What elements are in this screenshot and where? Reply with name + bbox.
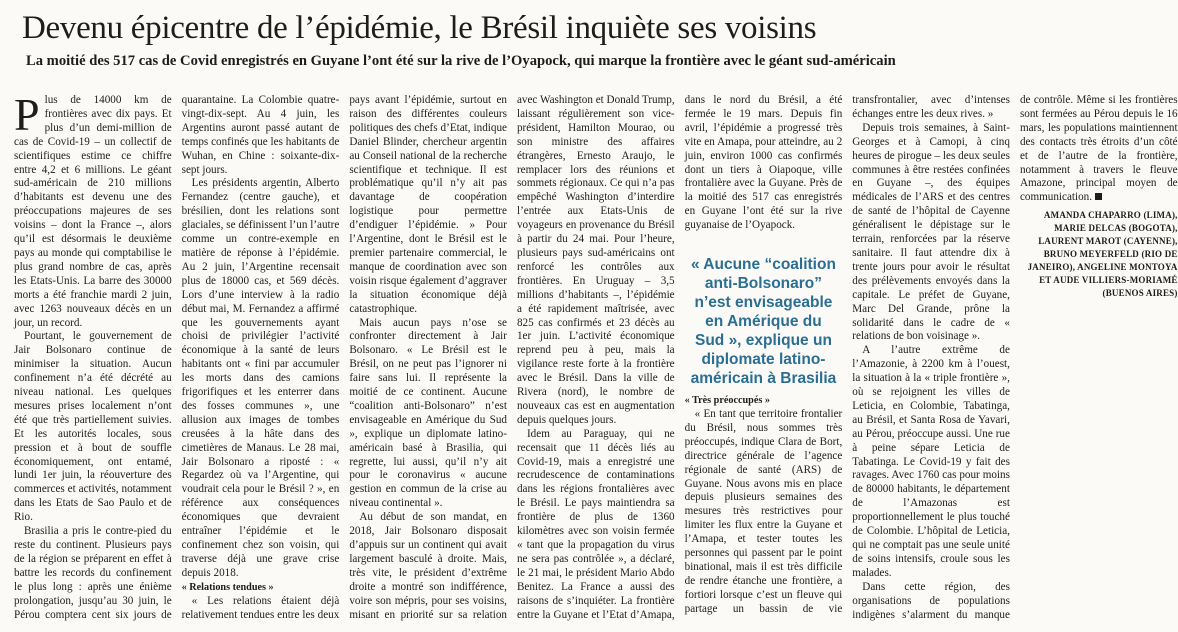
credit-line: LAURENT MAROT (CAYENNE),	[1038, 236, 1178, 247]
paragraph: « En tant que territoire frontalier du Brésil, nous sommes très préoccupés, indique Clara de Bort, directrice générale de l’agence régionale de santé (ARS) de Guyane. Nous avons mis en place depuis plusieurs semaines des mesures très restrictives pour limiter les flux entre la Guyane et l’Amapa, et tester toutes les personnes qui passent par le point binational, mais il est très difficile de rendre étanche une frontière, a fortiori lorsque c’est un fleuve qui partage un bassin de vie transfrontalier, avec d’intenses échanges entre les deux rives. »	[684, 94, 1010, 615]
credit-line: MARIE DELCAS (BOGOTA),	[1054, 223, 1178, 234]
subhead: « Très préoccupés »	[684, 395, 770, 407]
paragraph: Idem au Paraguay, qui ne recensait que 11 décès liés au Covid-19, mais a enregistré une recrudescence de contaminations dans les régions frontalières avec le Brésil. Le pays maintiendra sa frontière de plus de 1360 kilomètres avec son voisin fermée « tant que la propagation du virus ne sera pas contrôlée », a déclaré, le 21 mai, le président Mario Abdo Benitez. La France a aussi des raisons de s’inquiéter. La frontière entre la Guyane et l’Etat d’Amapa, dans le nord du Brésil, a été fermée le 19 mars. Depuis fin avril, l’épidémie a progressé très vite en Amapa, pour atteindre, au 2 juin, environ 1000 cas confirmés dont un tiers à Oiapoque, ville frontalière avec la Guyane. Près de la moitié des 517 cas enregistrés en Guyane l’ont été sur la rive guyanaise de l’Oyapock.	[516, 94, 843, 621]
paragraph: Brasilia a pris le contre-pied du reste du continent. Plusieurs pays de la région se préparent en effet à battre les records du confinement le plus long : après une énième prolongation, jusqu’au 30 juin, le Pérou comptera cent six jours de quarantaine. La Colombie quatre-vingt-dix-sept. Au 4 juin, les Argentins auront passé autant de temps confinés que les habitants de Wuhan, en Chine : soixante-dix-sept jours.	[14, 94, 340, 621]
paragraph: Dans cette région, des organisations de populations indigènes s’alarment du manque de contrôle. Même si les frontières sont fermées au Pérou depuis le 16 mars, les populations maintiennent des contacts très étroits d’un côté et de l’autre de la frontière, notamment à travers le fleuve Amazone, principal moyen de communication.	[852, 94, 1178, 621]
paragraph: Les présidents argentin, Alberto Fernandez (centre gauche), et brésilien, dont les relations sont glaciales, se définissent l’un l’autre comme un contre-exemple en matière de réponse à l’épidémie. Au 2 juin, l’Argentine recensait plus de 18000 cas, et 569 décès. Lors d’une interview à la radio début mai, M. Fernandez a affirmé que les gouvernements ayant choisi de privilégier l’activité économique à la santé de leurs habitants ont « fini par accumuler les morts dans des camions frigorifiques et les enterrer dans des fosses communes », une allusion aux images de tombes creusées à la hâte dans des cimetières de Manaus. Le 28 mai, Jair Bolsonaro a riposté : « Regardez où va l’Argentine, qui voudrait cela pour le Brésil ? », en référence aux conséquences économiques que devraient entraîner l’épidémie et le confinement chez son voisin, qui traverse déjà une grave crise depuis 2018.	[181, 177, 340, 579]
paragraph: Pourtant, le gouvernement de Jair Bolsonaro continue de minimiser la situation. Aucun confinement n’a été décrété au niveau national. Les quelques mesures prises localement n’ont été que très partiellement suivies. Et les autorités locales, sous pression et à bout de souffle économiquement, ont entamé, lundi 1er juin, la réouverture des commerces et activités, notamment dans les Etats de Sao Paulo et de Rio.	[14, 330, 172, 524]
deck: La moitié des 517 cas de Covid enregistrés en Guyane l’ont été sur la rive de l’Oyapock, qui marque la frontière avec le géant sud-américain	[26, 53, 896, 69]
subhead: « Relations tendues »	[181, 581, 274, 593]
paragraph: Mais aucun pays n’ose se confronter directement à Jair Bolsonaro. « Le Brésil est le Brésil, on ne peut pas l’ignorer ni faire sans lui. Il représente la moitié de ce continent. Aucune “coalition anti-Bolsonaro” n’est envisageable en Amérique du Sud », explique un diplomate latino-américain basé à Brasilia, qui regrette, lui aussi, qu’il n’y ait pour le coronavirus « aucune gestion en commun de la crise au niveau continental ».	[349, 316, 507, 510]
pull-quote: « Aucune “coalition anti-Bolsonaro” n’est envisageable en Amérique du Sud », explique un diplomate latino-américain à Brasilia	[690, 256, 837, 388]
credit-line: ET AUDE VILLIERS-MORIAMÉ (BUENOS AIRES)	[1039, 275, 1178, 299]
credit-line: AMANDA CHAPARRO (LIMA),	[1043, 210, 1178, 221]
end-bullet-icon	[1095, 193, 1102, 200]
headline: Devenu épicentre de l’épidémie, le Brésil inquiète ses voisins	[22, 10, 817, 46]
article-body	[14, 89, 1178, 626]
credit-line: BRUNO MEYERFELD (RIO DE JANEIRO), ANGELINE MONTOYA	[1027, 249, 1178, 273]
paragraph: Depuis trois semaines, à Saint-Georges et à Camopi, à cinq heures de pirogue – les deux seules communes à être restées confinées en Guyane –, des équipes médicales de l’ARS et des centres de santé de l’hôpital de Cayenne généralisent le dépistage sur le terrain, renforcées par la réserve sanitaire. Il faut attendre dix à trente jours pour avoir le résultat des prélèvements envoyés dans la capitale. Le préfet de Guyane, Marc Del Grande, prône la solidarité dans le cadre de « relations de bon voisinage ».	[852, 121, 1010, 343]
paragraph: Plus de 14000 km de frontières avec dix pays. Et plus d’un demi-million de cas de Covid-19 – un collectif de scientifiques estime ce chiffre entre 4,2 et 6 millions. Le géant sud-américain de 210 millions d’habitants est devenu une des préoccupations majeures de ses voisins – dont la France –, alors qu’il est désormais le deuxième pays au monde qui comptabilise le plus grand nombre de cas, après les Etats-Unis. La barre des 30000 morts a été franchie mardi 2 juin, avec 1263 nouveaux décès en un jour, un record.	[14, 89, 172, 329]
byline-credits	[1020, 209, 1178, 300]
paragraph: A l’autre extrême de l’Amazonie, à 2200 km à l’ouest, la situation à la « triple frontière », où se rejoignent les villes de Leticia, en Colombie, Tabatinga, au Brésil, et Santa Rosa de Yavari, au Pérou, préoccupe aussi. Une rue à peine sépare Leticia de Tabatinga. Le Covid-19 y fait des ravages. Avec 1760 cas pour moins de 80000 habitants, le département de l’Amazonas est proportionnellement le plus touché de Colombie. L’hôpital de Leticia, qui ne comptait pas une seule unité de soins intensifs, croule sous les malades.	[852, 344, 1010, 579]
drop-cap: P	[14, 89, 40, 140]
paragraph: Au début de son mandat, en 2018, Jair Bolsonaro disposait d’appuis sur un continent qui avait largement basculé à droite. Mais, très vite, le président d’extrême droite a montré son indifférence, voire son mépris, pour ses voisins, misant en priorité sur sa relation avec Washington et Donald Trump, laissant régulièrement son vice-président, Hamilton Mourao, ou son ministre des affaires étrangères, Ernesto Araujo, le remplacer lors des réunions et sommets régionaux. Ce qui n’a pas empêché Washington d’interdire l’entrée aux Etats-Unis de voyageurs en provenance du Brésil à partir du 24 mai. Pour l’heure, plusieurs pays sud-américains ont renforcé les contrôles aux frontières. En Uruguay – 3,5 millions d’habitants –, l’épidémie a été rapidement maîtrisée, avec 825 cas confirmés et 23 décès au 1er juin. L’activité économique reprend peu à peu, mais la vigilance reste forte à la frontière avec le Brésil. Dans la ville de Rivera (nord), le nombre de nouveaux cas est en augmentation depuis quelques jours.	[349, 94, 675, 621]
paragraph: « Les relations étaient déjà relativement tendues entre les deux pays avant l’épidémie, surtout en raison des différentes couleurs politiques des chefs d’Etat, indique Daniel Blinder, chercheur argentin au Conseil national de la recherche scientifique et technique. Il est problématique qu’il n’y ait pas davantage de coopération logistique pour permettre d’endiguer l’épidémie. » Pour l’Argentine, dont le Brésil est le premier partenaire commercial, le manque de coordination avec son voisin risque également d’aggraver la situation économique déjà catastrophique.	[181, 94, 507, 621]
